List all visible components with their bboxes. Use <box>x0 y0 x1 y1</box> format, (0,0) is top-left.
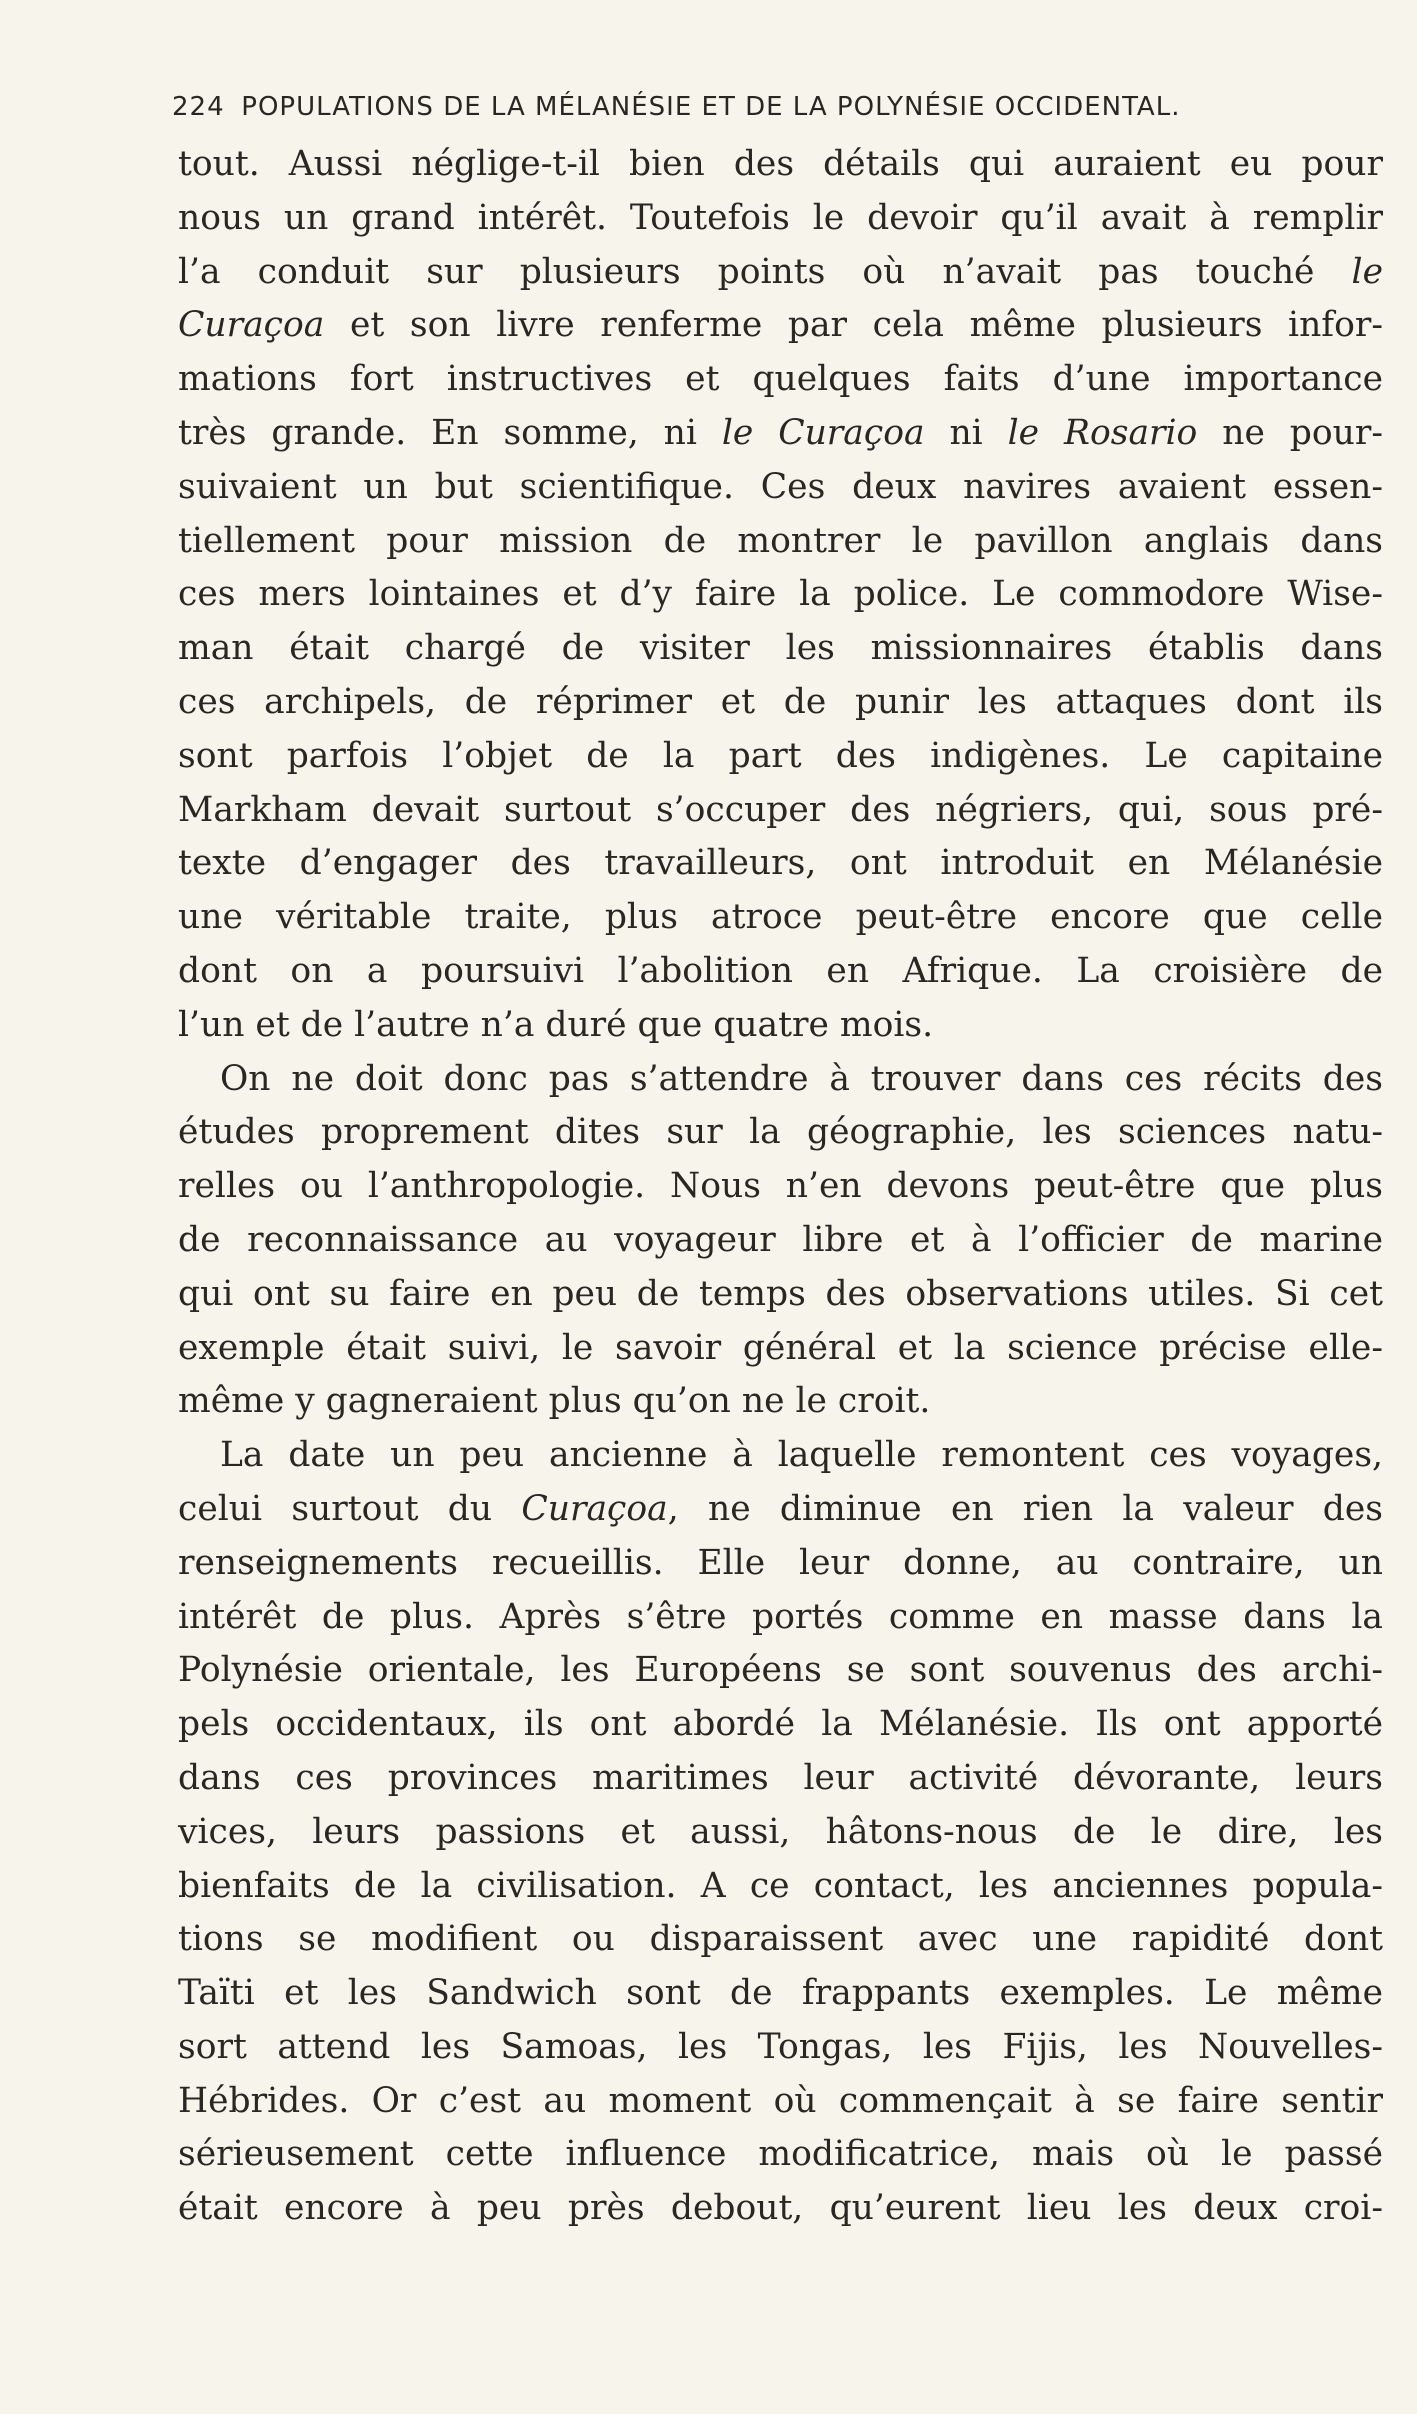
text-segment: vices, leurs passions et aussi, hâtons-nous de le dire, les <box>178 1811 1383 1852</box>
text-segment: On ne doit donc pas s’attendre à trouver dans ces récits des <box>220 1058 1383 1099</box>
text-line <box>178 353 1383 407</box>
text-segment: Hébrides. Or c’est au moment où commençait à se faire sentir <box>178 2080 1383 2121</box>
text-line <box>178 2182 1383 2236</box>
text-line <box>178 1053 1383 1107</box>
text-line <box>178 1860 1383 1914</box>
text-line <box>178 138 1383 192</box>
text-segment: man était chargé de visiter les missionnaires établis dans <box>178 628 1383 669</box>
text-segment: même y gagneraient plus qu’on ne le croit. <box>178 1381 931 1422</box>
body-text <box>178 138 1383 2236</box>
text-segment: ces archipels, de réprimer et de punir les attaques dont ils <box>178 681 1383 722</box>
text-line <box>178 568 1383 622</box>
text-line <box>178 1375 1383 1429</box>
text-segment: l’un et de l’autre n’a duré que quatre mois. <box>178 1004 934 1045</box>
text-line <box>178 2128 1383 2182</box>
text-line <box>178 730 1383 784</box>
text-segment: intérêt de plus. Après s’être portés comme en masse dans la <box>178 1596 1383 1637</box>
text-segment: une véritable traite, plus atroce peut-être encore que celle <box>178 897 1383 938</box>
text-line <box>178 1806 1383 1860</box>
text-segment: Taïti et les Sandwich sont de frappants exemples. Le même <box>178 1973 1383 2014</box>
text-segment: celui surtout du <box>178 1488 522 1529</box>
text-line <box>178 1752 1383 1806</box>
text-line <box>178 1429 1383 1483</box>
text-segment: tions se modifient ou disparaissent avec une rapidité dont <box>178 1919 1383 1960</box>
text-segment: sont parfois l’objet de la part des indigènes. Le capitaine <box>178 735 1383 776</box>
running-head <box>172 92 1382 132</box>
text-line <box>178 1268 1383 1322</box>
text-line <box>178 837 1383 891</box>
text-segment: renseignements recueillis. Elle leur donne, au contraire, un <box>178 1542 1383 1583</box>
text-line <box>178 299 1383 353</box>
text-line <box>178 1644 1383 1698</box>
text-segment: exemple était suivi, le savoir général et la science précise elle- <box>178 1327 1383 1368</box>
text-line <box>178 2021 1383 2075</box>
text-segment: et son livre renferme par cela même plusieurs infor- <box>324 305 1383 346</box>
running-head-title: POPULATIONS DE LA MÉLANÉSIE ET DE LA POLYNÉSIE OCCIDENTAL. <box>241 92 1181 122</box>
text-line <box>178 999 1383 1053</box>
text-segment: , ne diminue en rien la valeur des <box>667 1488 1383 1529</box>
text-line <box>178 407 1383 461</box>
text-segment: ne pour- <box>1197 412 1384 453</box>
italic-segment: le Rosario <box>1007 412 1198 453</box>
text-line <box>178 461 1383 515</box>
text-segment: relles ou l’anthropologie. Nous n’en devons peut-être que plus <box>178 1166 1383 1207</box>
text-line <box>178 1106 1383 1160</box>
text-segment: sérieusement cette influence modificatrice, mais où le passé <box>178 2134 1383 2175</box>
text-segment: Polynésie orientale, les Européens se sont souvenus des archi- <box>178 1650 1383 1691</box>
text-segment: mations fort instructives et quelques faits d’une importance <box>178 359 1383 400</box>
italic-segment: le <box>1351 251 1383 292</box>
text-line <box>178 622 1383 676</box>
text-segment: tout. Aussi néglige-t-il bien des détails qui auraient eu pour <box>178 144 1383 184</box>
text-line <box>178 192 1383 246</box>
italic-segment: le Curaçoa <box>721 412 925 453</box>
text-line <box>178 1967 1383 2021</box>
text-line <box>178 1537 1383 1591</box>
text-segment: La date un peu ancienne à laquelle remontent ces voyages, <box>220 1435 1383 1476</box>
text-segment: dont on a poursuivi l’abolition en Afrique. La croisière de <box>178 950 1383 991</box>
text-line <box>178 1160 1383 1214</box>
text-segment: études proprement dites sur la géographie, les sciences natu- <box>178 1112 1383 1153</box>
text-segment: dans ces provinces maritimes leur activité dévorante, leurs <box>178 1757 1383 1798</box>
text-line <box>178 2075 1383 2129</box>
text-segment: qui ont su faire en peu de temps des observations utiles. Si cet <box>178 1273 1383 1314</box>
text-segment: nous un grand intérêt. Toutefois le devoir qu’il avait à remplir <box>178 197 1383 238</box>
text-line <box>178 945 1383 999</box>
text-line <box>178 515 1383 569</box>
italic-segment: Curaçoa <box>521 1488 668 1529</box>
text-segment: suivaient un but scientifique. Ces deux navires avaient essen- <box>178 466 1383 507</box>
text-line <box>178 1483 1383 1537</box>
text-segment: bienfaits de la civilisation. A ce contact, les anciennes popula- <box>178 1865 1383 1906</box>
text-line <box>178 891 1383 945</box>
text-segment: très grande. En somme, ni <box>178 412 722 453</box>
text-segment: texte d’engager des travailleurs, ont introduit en Mélanésie <box>178 843 1383 884</box>
text-line <box>178 1913 1383 1967</box>
text-line <box>178 784 1383 838</box>
text-segment: l’a conduit sur plusieurs points où n’avait pas touché <box>178 251 1352 292</box>
text-segment: pels occidentaux, ils ont abordé la Mélanésie. Ils ont apporté <box>178 1704 1383 1745</box>
text-segment: de reconnaissance au voyageur libre et à l’officier de marine <box>178 1219 1383 1260</box>
page-number: 224 <box>172 92 225 122</box>
text-line <box>178 246 1383 300</box>
text-segment: était encore à peu près debout, qu’eurent lieu les deux croi- <box>178 2188 1383 2229</box>
text-line <box>178 1322 1383 1376</box>
text-segment: tiellement pour mission de montrer le pavillon anglais dans <box>178 520 1383 561</box>
text-segment: sort attend les Samoas, les Tongas, les Fijis, les Nouvelles- <box>178 2026 1383 2067</box>
italic-segment: Curaçoa <box>178 305 325 346</box>
text-segment: ni <box>924 412 1008 453</box>
text-line <box>178 1591 1383 1645</box>
text-segment: Markham devait surtout s’occuper des négriers, qui, sous pré- <box>178 789 1383 830</box>
text-line <box>178 1214 1383 1268</box>
text-line <box>178 676 1383 730</box>
text-segment: ces mers lointaines et d’y faire la police. Le commodore Wise- <box>178 574 1383 615</box>
text-line <box>178 1698 1383 1752</box>
